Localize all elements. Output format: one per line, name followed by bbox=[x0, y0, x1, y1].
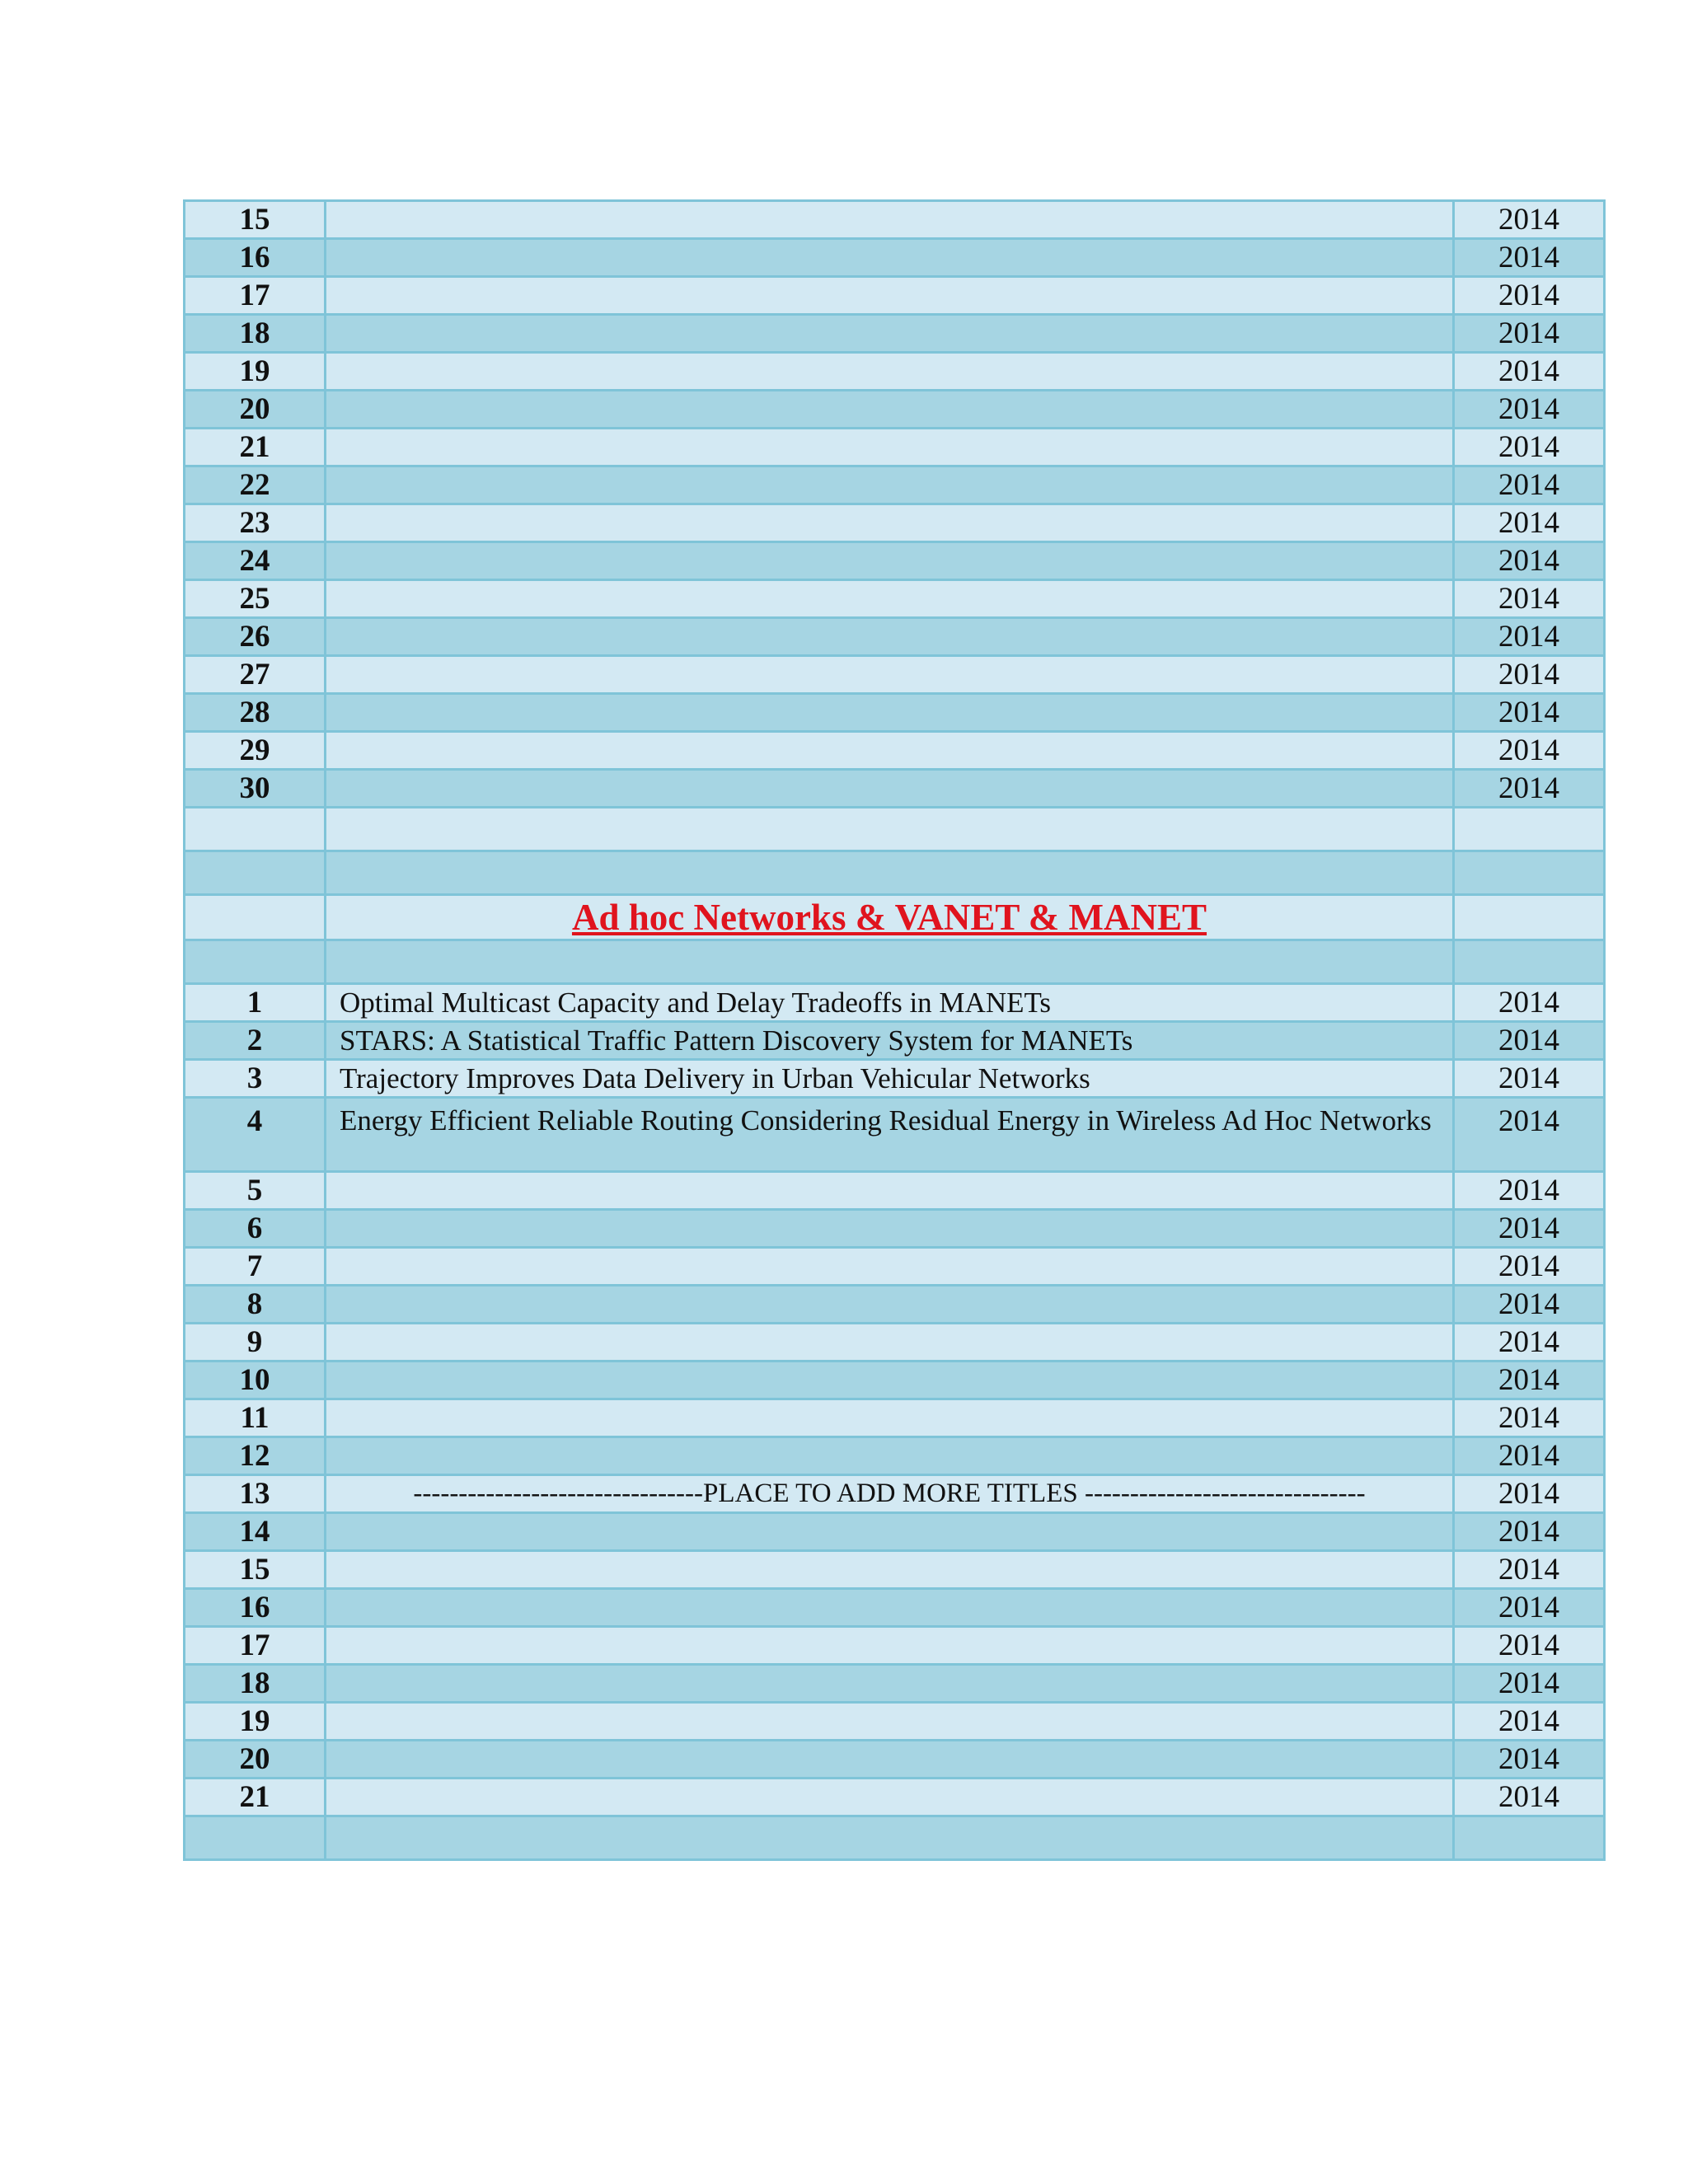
row-title bbox=[326, 618, 1454, 656]
blank-cell bbox=[1454, 808, 1605, 851]
table-row bbox=[185, 984, 1605, 1022]
table-row bbox=[185, 466, 1605, 504]
row-number: 28 bbox=[185, 694, 326, 732]
row-title bbox=[326, 1361, 1454, 1399]
row-number: 6 bbox=[185, 1210, 326, 1248]
projects-table bbox=[183, 199, 1606, 1861]
row-number: 13 bbox=[185, 1475, 326, 1513]
row-number: 19 bbox=[185, 1703, 326, 1741]
table-row bbox=[185, 656, 1605, 694]
section-heading-row bbox=[185, 895, 1605, 940]
blank-row bbox=[185, 1816, 1605, 1860]
row-title bbox=[326, 1779, 1454, 1816]
blank-cell bbox=[326, 1816, 1454, 1860]
row-year: 2014 bbox=[1454, 1703, 1605, 1741]
row-number: 21 bbox=[185, 429, 326, 466]
blank-cell bbox=[326, 851, 1454, 895]
row-number: 17 bbox=[185, 1627, 326, 1665]
row-title bbox=[326, 1741, 1454, 1779]
blank-cell bbox=[326, 940, 1454, 984]
blank-cell bbox=[185, 940, 326, 984]
row-title bbox=[326, 1248, 1454, 1286]
row-year: 2014 bbox=[1454, 315, 1605, 353]
table-row bbox=[185, 429, 1605, 466]
row-number: 9 bbox=[185, 1324, 326, 1361]
row-number: 26 bbox=[185, 618, 326, 656]
row-year: 2014 bbox=[1454, 466, 1605, 504]
blank-cell bbox=[185, 851, 326, 895]
row-year: 2014 bbox=[1454, 1098, 1605, 1172]
table-row bbox=[185, 1513, 1605, 1551]
row-year: 2014 bbox=[1454, 429, 1605, 466]
row-year: 2014 bbox=[1454, 1361, 1605, 1399]
row-year: 2014 bbox=[1454, 1324, 1605, 1361]
row-year: 2014 bbox=[1454, 1589, 1605, 1627]
blank-cell bbox=[1454, 851, 1605, 895]
blank-cell bbox=[326, 808, 1454, 851]
blank-row bbox=[185, 808, 1605, 851]
table-row bbox=[185, 315, 1605, 353]
row-year: 2014 bbox=[1454, 201, 1605, 239]
row-number: 27 bbox=[185, 656, 326, 694]
row-title bbox=[326, 315, 1454, 353]
blank-cell bbox=[1454, 940, 1605, 984]
table-row bbox=[185, 1060, 1605, 1098]
row-year: 2014 bbox=[1454, 770, 1605, 808]
row-title bbox=[326, 1589, 1454, 1627]
row-number: 18 bbox=[185, 315, 326, 353]
row-title: --------------------------------PLACE TO ADD MORE TITLES ------------------------------- bbox=[326, 1475, 1454, 1513]
row-number: 20 bbox=[185, 391, 326, 429]
table-row bbox=[185, 1248, 1605, 1286]
row-year: 2014 bbox=[1454, 1665, 1605, 1703]
row-year: 2014 bbox=[1454, 239, 1605, 277]
table-row bbox=[185, 1210, 1605, 1248]
table-row bbox=[185, 1779, 1605, 1816]
table-row bbox=[185, 201, 1605, 239]
section-heading-cell bbox=[326, 895, 1454, 940]
table-row bbox=[185, 618, 1605, 656]
row-year: 2014 bbox=[1454, 1210, 1605, 1248]
row-number: 19 bbox=[185, 353, 326, 391]
row-year: 2014 bbox=[1454, 1022, 1605, 1060]
table-row bbox=[185, 1741, 1605, 1779]
row-year: 2014 bbox=[1454, 1741, 1605, 1779]
projects-table-body bbox=[185, 201, 1605, 1860]
row-title bbox=[326, 694, 1454, 732]
table-row bbox=[185, 1437, 1605, 1475]
row-year: 2014 bbox=[1454, 1286, 1605, 1324]
row-year: 2014 bbox=[1454, 1399, 1605, 1437]
row-title bbox=[326, 1399, 1454, 1437]
row-year: 2014 bbox=[1454, 1551, 1605, 1589]
table-row bbox=[185, 1172, 1605, 1210]
row-number: 21 bbox=[185, 1779, 326, 1816]
row-number: 29 bbox=[185, 732, 326, 770]
blank-cell bbox=[185, 1816, 326, 1860]
row-number: 12 bbox=[185, 1437, 326, 1475]
row-number: 15 bbox=[185, 1551, 326, 1589]
row-title bbox=[326, 277, 1454, 315]
blank-row bbox=[185, 940, 1605, 984]
row-number: 23 bbox=[185, 504, 326, 542]
row-year: 2014 bbox=[1454, 694, 1605, 732]
row-title bbox=[326, 201, 1454, 239]
row-title bbox=[326, 429, 1454, 466]
row-title bbox=[326, 732, 1454, 770]
table-row bbox=[185, 239, 1605, 277]
table-row bbox=[185, 504, 1605, 542]
table-row bbox=[185, 542, 1605, 580]
table-row bbox=[185, 391, 1605, 429]
row-title bbox=[326, 770, 1454, 808]
row-title bbox=[326, 391, 1454, 429]
row-year: 2014 bbox=[1454, 391, 1605, 429]
row-title: STARS: A Statistical Traffic Pattern Discovery System for MANETs bbox=[326, 1022, 1454, 1060]
table-row bbox=[185, 277, 1605, 315]
row-title: Optimal Multicast Capacity and Delay Tradeoffs in MANETs bbox=[326, 984, 1454, 1022]
table-row bbox=[185, 770, 1605, 808]
row-title bbox=[326, 580, 1454, 618]
row-year: 2014 bbox=[1454, 732, 1605, 770]
row-year: 2014 bbox=[1454, 618, 1605, 656]
table-row bbox=[185, 1627, 1605, 1665]
row-title bbox=[326, 1210, 1454, 1248]
row-number: 2 bbox=[185, 1022, 326, 1060]
row-number: 15 bbox=[185, 201, 326, 239]
row-title bbox=[326, 1437, 1454, 1475]
blank-cell bbox=[1454, 1816, 1605, 1860]
row-title: Energy Efficient Reliable Routing Considering Residual Energy in Wireless Ad Hoc Networks bbox=[326, 1098, 1454, 1172]
row-title bbox=[326, 466, 1454, 504]
row-year: 2014 bbox=[1454, 1513, 1605, 1551]
table-row bbox=[185, 1475, 1605, 1513]
blank-row bbox=[185, 851, 1605, 895]
row-title bbox=[326, 1627, 1454, 1665]
table-row bbox=[185, 353, 1605, 391]
row-number: 11 bbox=[185, 1399, 326, 1437]
table-row bbox=[185, 580, 1605, 618]
table-row bbox=[185, 1551, 1605, 1589]
blank-cell bbox=[1454, 895, 1605, 940]
row-title bbox=[326, 1286, 1454, 1324]
row-number: 5 bbox=[185, 1172, 326, 1210]
table-row bbox=[185, 1098, 1605, 1172]
row-number: 10 bbox=[185, 1361, 326, 1399]
row-number: 30 bbox=[185, 770, 326, 808]
row-number: 1 bbox=[185, 984, 326, 1022]
row-title bbox=[326, 1703, 1454, 1741]
row-number: 14 bbox=[185, 1513, 326, 1551]
row-year: 2014 bbox=[1454, 1627, 1605, 1665]
row-number: 17 bbox=[185, 277, 326, 315]
row-title bbox=[326, 1665, 1454, 1703]
row-year: 2014 bbox=[1454, 1172, 1605, 1210]
row-title: Trajectory Improves Data Delivery in Urban Vehicular Networks bbox=[326, 1060, 1454, 1098]
row-year: 2014 bbox=[1454, 277, 1605, 315]
row-title bbox=[326, 239, 1454, 277]
row-number: 7 bbox=[185, 1248, 326, 1286]
table-row bbox=[185, 1665, 1605, 1703]
row-title bbox=[326, 504, 1454, 542]
row-number: 16 bbox=[185, 1589, 326, 1627]
row-year: 2014 bbox=[1454, 984, 1605, 1022]
row-number: 3 bbox=[185, 1060, 326, 1098]
blank-cell bbox=[185, 895, 326, 940]
row-year: 2014 bbox=[1454, 542, 1605, 580]
row-title bbox=[326, 1324, 1454, 1361]
row-number: 24 bbox=[185, 542, 326, 580]
row-title bbox=[326, 1551, 1454, 1589]
row-year: 2014 bbox=[1454, 1248, 1605, 1286]
table-row bbox=[185, 1324, 1605, 1361]
row-number: 20 bbox=[185, 1741, 326, 1779]
section-heading: Ad hoc Networks & VANET & MANET bbox=[571, 897, 1207, 938]
row-title bbox=[326, 542, 1454, 580]
blank-cell bbox=[185, 808, 326, 851]
row-year: 2014 bbox=[1454, 656, 1605, 694]
table-row bbox=[185, 694, 1605, 732]
row-year: 2014 bbox=[1454, 1060, 1605, 1098]
row-year: 2014 bbox=[1454, 353, 1605, 391]
row-year: 2014 bbox=[1454, 1437, 1605, 1475]
table-row bbox=[185, 1286, 1605, 1324]
row-year: 2014 bbox=[1454, 504, 1605, 542]
row-title bbox=[326, 353, 1454, 391]
row-number: 8 bbox=[185, 1286, 326, 1324]
row-year: 2014 bbox=[1454, 1475, 1605, 1513]
table-row bbox=[185, 1361, 1605, 1399]
row-year: 2014 bbox=[1454, 1779, 1605, 1816]
row-title bbox=[326, 1172, 1454, 1210]
table-row bbox=[185, 1703, 1605, 1741]
row-title bbox=[326, 1513, 1454, 1551]
row-number: 22 bbox=[185, 466, 326, 504]
row-number: 25 bbox=[185, 580, 326, 618]
row-year: 2014 bbox=[1454, 580, 1605, 618]
row-number: 4 bbox=[185, 1098, 326, 1172]
row-number: 16 bbox=[185, 239, 326, 277]
table-row bbox=[185, 1399, 1605, 1437]
row-title bbox=[326, 656, 1454, 694]
table-row bbox=[185, 1589, 1605, 1627]
table-row bbox=[185, 1022, 1605, 1060]
table-row bbox=[185, 732, 1605, 770]
row-number: 18 bbox=[185, 1665, 326, 1703]
